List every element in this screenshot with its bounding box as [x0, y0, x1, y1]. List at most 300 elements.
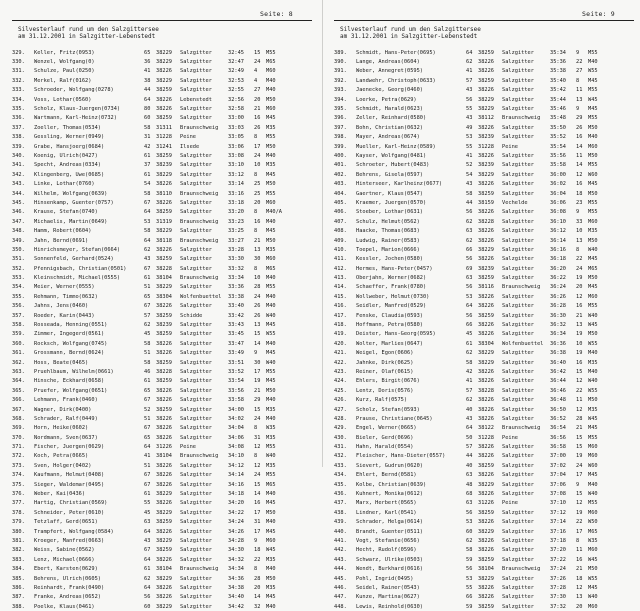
cell-class: M40	[588, 59, 598, 66]
cell-rank: 381.	[12, 538, 25, 544]
result-row	[334, 480, 634, 489]
heading-line-2: am 31.12.2001 in Salzgitter-Lebenstedt	[18, 33, 156, 40]
cell-city: Ilsede	[180, 143, 200, 150]
result-row	[334, 367, 634, 376]
cell-city: Salzgitter	[502, 275, 534, 282]
cell-place: 19	[576, 331, 583, 338]
cell-zip: 38259	[478, 462, 494, 469]
cell-place: 15	[576, 491, 583, 498]
cell-class: M40	[588, 134, 598, 141]
cell-zip: 38226	[156, 584, 172, 591]
cell-age: 51	[144, 284, 151, 291]
cell-age: 63	[466, 275, 473, 282]
cell-name: Schroeter, Hubert(0483)	[356, 162, 430, 169]
result-row	[334, 339, 634, 348]
cell-place: 13	[576, 594, 583, 601]
cell-age: 67	[144, 547, 151, 554]
cell-class: M35	[588, 228, 598, 235]
cell-time: 36:08	[550, 209, 566, 216]
result-row	[12, 57, 312, 66]
cell-city: Salzgitter	[180, 547, 212, 554]
cell-name: Lewis, Reinhold(0630)	[356, 603, 423, 610]
page-fold	[322, 0, 323, 467]
cell-place: 12	[576, 293, 583, 300]
cell-rank: 351.	[12, 256, 25, 263]
result-row	[334, 264, 634, 273]
cell-age: 45	[144, 331, 151, 338]
cell-zip: 38226	[478, 152, 494, 159]
result-row	[12, 518, 312, 527]
cell-class: M50	[266, 181, 276, 188]
cell-zip: 38259	[478, 603, 494, 610]
cell-class: W45	[588, 556, 598, 563]
cell-age: 65	[144, 49, 151, 56]
cell-class: M50	[588, 237, 598, 244]
cell-time: 36:20	[550, 265, 566, 272]
cell-age: 41	[466, 152, 473, 159]
cell-name: Hartig, Christian(0569)	[34, 500, 108, 507]
cell-age: 55	[466, 106, 473, 113]
cell-city: Salzgitter	[502, 462, 534, 469]
cell-place: 15	[576, 444, 583, 451]
cell-class: M50	[266, 575, 276, 582]
results-heading	[18, 26, 159, 40]
cell-time: 37:02	[550, 462, 566, 469]
result-row	[12, 593, 312, 602]
result-row	[334, 208, 634, 217]
cell-time: 35:56	[550, 152, 566, 159]
cell-time: 37:14	[550, 519, 566, 526]
cell-name: Lenz, Michael(0666)	[34, 556, 95, 563]
cell-rank: 429.	[334, 425, 347, 432]
cell-age: 65	[144, 434, 151, 441]
cell-zip: 31319	[156, 218, 172, 225]
cell-name: Schmidt, Harald(0623)	[356, 106, 423, 113]
result-row	[12, 471, 312, 480]
cell-rank: 394.	[334, 96, 347, 103]
cell-time: 36:14	[550, 237, 566, 244]
results-table	[334, 48, 634, 611]
cell-name: Sieger, Waldemar(0495)	[34, 481, 105, 488]
cell-zip: 38226	[478, 453, 494, 460]
cell-class: M65	[588, 265, 598, 272]
cell-class: M45	[588, 77, 598, 84]
cell-city: Salzgitter	[502, 472, 534, 479]
cell-class: M60	[266, 199, 276, 206]
cell-place: 22	[576, 519, 583, 526]
cell-time: 35:36	[550, 59, 566, 66]
cell-place: 29	[254, 397, 261, 404]
cell-class: M45	[588, 284, 598, 291]
cell-name: Weber, Annegret(0595)	[356, 68, 423, 75]
cell-rank: 402.	[334, 171, 347, 178]
cell-class: M60	[588, 218, 598, 225]
cell-class: W55	[588, 68, 598, 75]
cell-name: Specht, Andreas(0334)	[34, 162, 101, 169]
cell-zip: 38226	[478, 406, 494, 413]
result-row	[12, 480, 312, 489]
cell-rank: 404.	[334, 190, 347, 197]
cell-name: Ebert, Karsten(0629)	[34, 566, 98, 573]
cell-city: Salzgitter	[180, 68, 212, 75]
cell-time: 36:22	[550, 275, 566, 282]
result-row	[334, 442, 634, 451]
cell-place: 26	[576, 124, 583, 131]
cell-time: 35:54	[550, 143, 566, 150]
cell-rank: 424.	[334, 378, 347, 385]
cell-name: Seidel, Rainer(0543)	[356, 584, 420, 591]
cell-city: Salzgitter	[180, 350, 212, 357]
cell-name: Scholz, Klaus-Juergen(0734)	[34, 106, 121, 113]
cell-zip: 38104	[156, 275, 172, 282]
cell-class: M35	[266, 434, 276, 441]
cell-time: 33:34	[228, 275, 244, 282]
cell-place: 31	[254, 434, 261, 441]
cell-city: Salzgitter	[502, 547, 534, 554]
cell-rank: 357.	[12, 312, 25, 319]
cell-age: 62	[466, 538, 473, 544]
cell-zip: 38229	[478, 575, 494, 582]
result-row	[12, 536, 312, 545]
page-number: Seite: 8	[260, 10, 293, 18]
cell-age: 61	[144, 566, 151, 573]
result-row	[12, 583, 312, 592]
cell-class: M55	[588, 162, 598, 169]
cell-class: W60	[588, 171, 598, 178]
cell-place: 24	[254, 293, 261, 300]
cell-age: 56	[144, 594, 151, 601]
cell-class: M60	[588, 603, 598, 610]
cell-rank: 348.	[12, 228, 25, 235]
cell-time: 35:44	[550, 96, 566, 103]
cell-age: 43	[144, 256, 151, 263]
result-row	[12, 255, 312, 264]
result-row	[334, 57, 634, 66]
cell-time: 33:42	[228, 312, 244, 319]
cell-rank: 439.	[334, 519, 347, 526]
cell-rank: 363.	[12, 368, 25, 375]
cell-class: M55	[588, 303, 598, 310]
result-row	[334, 76, 634, 85]
cell-class: M60	[588, 509, 598, 516]
cell-age: 50	[466, 434, 473, 441]
cell-class: M40	[266, 77, 276, 84]
result-row	[334, 546, 634, 555]
cell-time: 36:10	[550, 218, 566, 225]
cell-name: Deister, Hans-Georg(0595)	[356, 331, 436, 338]
cell-zip: 38229	[156, 575, 172, 582]
cell-place: 10	[254, 275, 261, 282]
cell-name: Klingenberg, Uwe(0685)	[34, 171, 105, 178]
cell-place: 10	[576, 228, 583, 235]
cell-rank: 354.	[12, 284, 25, 291]
cell-rank: 421.	[334, 350, 347, 357]
cell-place: 19	[576, 275, 583, 282]
cell-zip: 38304	[478, 340, 494, 347]
cell-age: 52	[144, 406, 151, 413]
cell-place: 9	[576, 106, 580, 113]
cell-place: 9	[576, 49, 580, 56]
cell-rank: 373.	[12, 462, 25, 469]
cell-name: Hermes, Hans-Peter(0457)	[356, 265, 433, 272]
cell-rank: 411.	[334, 256, 347, 263]
result-row	[12, 508, 312, 517]
cell-time: 35:34	[550, 49, 566, 56]
cell-name: Schroeder, Wolfgang(0278)	[34, 87, 114, 94]
cell-age: 63	[466, 500, 473, 507]
cell-rank: 350.	[12, 246, 25, 253]
cell-zip: 38110	[156, 190, 172, 197]
cell-time: 35:42	[550, 87, 566, 94]
cell-age: 43	[466, 181, 473, 188]
cell-city: Salzgitter	[180, 162, 212, 169]
cell-place: 8	[254, 134, 258, 141]
cell-place: 26	[254, 124, 261, 131]
cell-time: 33:51	[228, 359, 244, 366]
cell-place: 15	[576, 434, 583, 441]
cell-class: W40	[266, 312, 276, 319]
result-row	[12, 433, 312, 442]
cell-place: 8	[254, 453, 258, 460]
cell-time: 33:08	[228, 152, 244, 159]
cell-city: Salzgitter	[180, 575, 212, 582]
cell-time: 32:58	[228, 106, 244, 113]
cell-time: 36:18	[550, 256, 566, 263]
cell-age: 63	[466, 472, 473, 479]
cell-name: Kroeger, Manfred(0663)	[34, 538, 105, 544]
cell-time: 36:52	[550, 415, 566, 422]
cell-name: Zeller, Reinhard(0580)	[356, 115, 427, 122]
cell-zip: 38229	[478, 246, 494, 253]
cell-zip: 38259	[156, 331, 172, 338]
cell-place: 28	[254, 284, 261, 291]
cell-time: 37:18	[550, 538, 566, 544]
cell-class: M55	[266, 49, 276, 56]
cell-place: 4	[254, 68, 258, 75]
cell-zip: 38226	[156, 462, 172, 469]
cell-city: Salzgitter	[502, 96, 534, 103]
cell-age: 43	[466, 115, 473, 122]
cell-class: M35	[266, 462, 276, 469]
result-row	[12, 377, 312, 386]
cell-class: M40	[266, 218, 276, 225]
cell-city: Peine	[502, 143, 518, 150]
cell-class: W40	[588, 378, 598, 385]
cell-age: 62	[466, 397, 473, 404]
cell-age: 64	[144, 528, 151, 535]
cell-age: 63	[466, 228, 473, 235]
cell-class: M55	[588, 87, 598, 94]
cell-time: 36:44	[550, 378, 566, 385]
result-row	[334, 574, 634, 583]
cell-place: 12	[254, 444, 261, 451]
cell-class: M45	[266, 528, 276, 535]
cell-rank: 435.	[334, 481, 347, 488]
cell-name: Seidler, Manfred(0529)	[356, 303, 427, 310]
cell-rank: 337.	[12, 124, 25, 131]
cell-city: Salzgitter	[180, 434, 212, 441]
cell-rank: 406.	[334, 209, 347, 216]
cell-name: Wagner, Dirk(0400)	[34, 406, 92, 413]
cell-name: Behrens, Gisela(0597)	[356, 171, 423, 178]
cell-city: Salzgitter	[180, 49, 212, 56]
cell-rank: 442.	[334, 547, 347, 554]
result-row	[12, 104, 312, 113]
cell-name: Zimmer, Ingegerd(0561)	[34, 331, 105, 338]
cell-name: Weigel, Egon(0606)	[356, 350, 414, 357]
result-row	[334, 602, 634, 611]
cell-place: 8	[576, 538, 580, 544]
cell-class: M65	[588, 528, 598, 535]
cell-place: 32	[254, 603, 261, 610]
cell-rank: 391.	[334, 68, 347, 75]
cell-time: 34:24	[228, 519, 244, 526]
cell-age: 69	[466, 265, 473, 272]
cell-name: Wenzel, Wolfgang(0)	[34, 59, 95, 66]
cell-rank: 425.	[334, 387, 347, 394]
cell-age: 64	[144, 209, 151, 216]
cell-age: 54	[144, 181, 151, 188]
cell-rank: 371.	[12, 444, 25, 451]
cell-zip: 38226	[478, 59, 494, 66]
cell-age: 53	[466, 519, 473, 526]
cell-place: 19	[576, 350, 583, 357]
cell-zip: 38226	[156, 340, 172, 347]
cell-time: 33:14	[228, 181, 244, 188]
cell-age: 67	[144, 199, 151, 206]
cell-age: 56	[466, 509, 473, 516]
cell-zip: 38226	[478, 584, 494, 591]
cell-name: Weber, Kai(0436)	[34, 491, 86, 498]
result-row	[12, 245, 312, 254]
cell-place: 27	[254, 87, 261, 94]
cell-place: 24	[254, 152, 261, 159]
result-row	[12, 198, 312, 207]
cell-place: 15	[254, 481, 261, 488]
cell-time: 36:36	[550, 340, 566, 347]
cell-age: 62	[144, 246, 151, 253]
cell-city: Schidde	[180, 312, 203, 319]
cell-place: 20	[254, 584, 261, 591]
cell-age: 40	[466, 406, 473, 413]
cell-class: M50	[588, 397, 598, 404]
cell-rank: 376.	[12, 491, 25, 498]
cell-class: M50	[588, 124, 598, 131]
result-row	[334, 104, 634, 113]
cell-rank: 366.	[12, 397, 25, 404]
cell-name: Hahn, Harald(0554)	[356, 444, 414, 451]
cell-place: 8	[254, 265, 258, 272]
result-row	[12, 95, 312, 104]
cell-class: M50	[266, 237, 276, 244]
cell-zip: 38229	[156, 491, 172, 498]
cell-class: M40	[588, 368, 598, 375]
cell-class: W45	[588, 96, 598, 103]
cell-city: Salzgitter	[180, 538, 212, 544]
left-page	[12, 10, 312, 610]
cell-name: Meier, Werner(0555)	[34, 284, 95, 291]
cell-zip: 38259	[156, 152, 172, 159]
cell-place: 16	[254, 500, 261, 507]
cell-city: Salzgitter	[180, 256, 212, 263]
cell-time: 34:02	[228, 415, 244, 422]
cell-zip: 38229	[156, 171, 172, 178]
cell-zip: 38226	[478, 209, 494, 216]
cell-place: 25	[254, 190, 261, 197]
cell-time: 34:28	[228, 538, 244, 544]
cell-name: Michaelis, Martin(0649)	[34, 218, 108, 225]
cell-place: 19	[576, 509, 583, 516]
result-row	[12, 226, 312, 235]
cell-class: M40	[266, 415, 276, 422]
cell-name: Poelke, Klaus(0461)	[34, 603, 95, 610]
result-row	[334, 433, 634, 442]
result-row	[12, 442, 312, 451]
cell-time: 33:30	[228, 256, 244, 263]
cell-age: 57	[466, 444, 473, 451]
cell-age: 64	[144, 556, 151, 563]
cell-zip: 38259	[156, 209, 172, 216]
cell-zip: 38229	[156, 77, 172, 84]
cell-class: M50	[588, 566, 598, 573]
cell-name: Merkel, Ralf(0162)	[34, 77, 92, 84]
cell-place: 21	[576, 312, 583, 319]
cell-zip: 38226	[156, 397, 172, 404]
cell-city: Salzgitter	[502, 190, 534, 197]
cell-zip: 38226	[478, 87, 494, 94]
cell-city: Salzgitter	[502, 509, 534, 516]
cell-time: 37:10	[550, 500, 566, 507]
cell-class: M65	[266, 265, 276, 272]
result-row	[12, 386, 312, 395]
cell-time: 36:54	[550, 425, 566, 432]
cell-place: 19	[254, 378, 261, 385]
cell-zip: 38259	[156, 256, 172, 263]
cell-city: Salzgitter	[502, 256, 534, 263]
cell-place: 22	[254, 556, 261, 563]
cell-age: 61	[144, 275, 151, 282]
cell-time: 37:20	[550, 547, 566, 554]
cell-name: Kunze, Martina(0627)	[356, 594, 420, 601]
cell-city: Salzgitter	[502, 444, 534, 451]
cell-city: Salzgitter	[502, 322, 534, 329]
cell-place: 24	[254, 415, 261, 422]
cell-zip: 38226	[156, 350, 172, 357]
cell-place: 8	[254, 425, 258, 432]
cell-class: W45	[588, 322, 598, 329]
result-row	[334, 217, 634, 226]
cell-place: 15	[254, 49, 261, 56]
cell-zip: 38229	[478, 528, 494, 535]
cell-time: 33:43	[228, 322, 244, 329]
cell-class: M40	[266, 293, 276, 300]
cell-name: Kolbe, Christian(0639)	[356, 481, 427, 488]
cell-rank: 438.	[334, 509, 347, 516]
cell-class: M55	[588, 500, 598, 507]
cell-city: Peine	[180, 444, 196, 451]
cell-name: Reinhardt, Frank(0490)	[34, 584, 105, 591]
result-row	[334, 67, 634, 76]
cell-zip: 38226	[478, 368, 494, 375]
cell-zip: 38226	[156, 181, 172, 188]
cell-class: W40	[588, 246, 598, 253]
cell-class: M60	[588, 547, 598, 554]
cell-zip: 38229	[156, 603, 172, 610]
cell-zip: 38239	[478, 265, 494, 272]
cell-time: 34:22	[228, 509, 244, 516]
cell-time: 33:54	[228, 378, 244, 385]
cell-name: Hecht, Rudolf(0596)	[356, 547, 417, 554]
